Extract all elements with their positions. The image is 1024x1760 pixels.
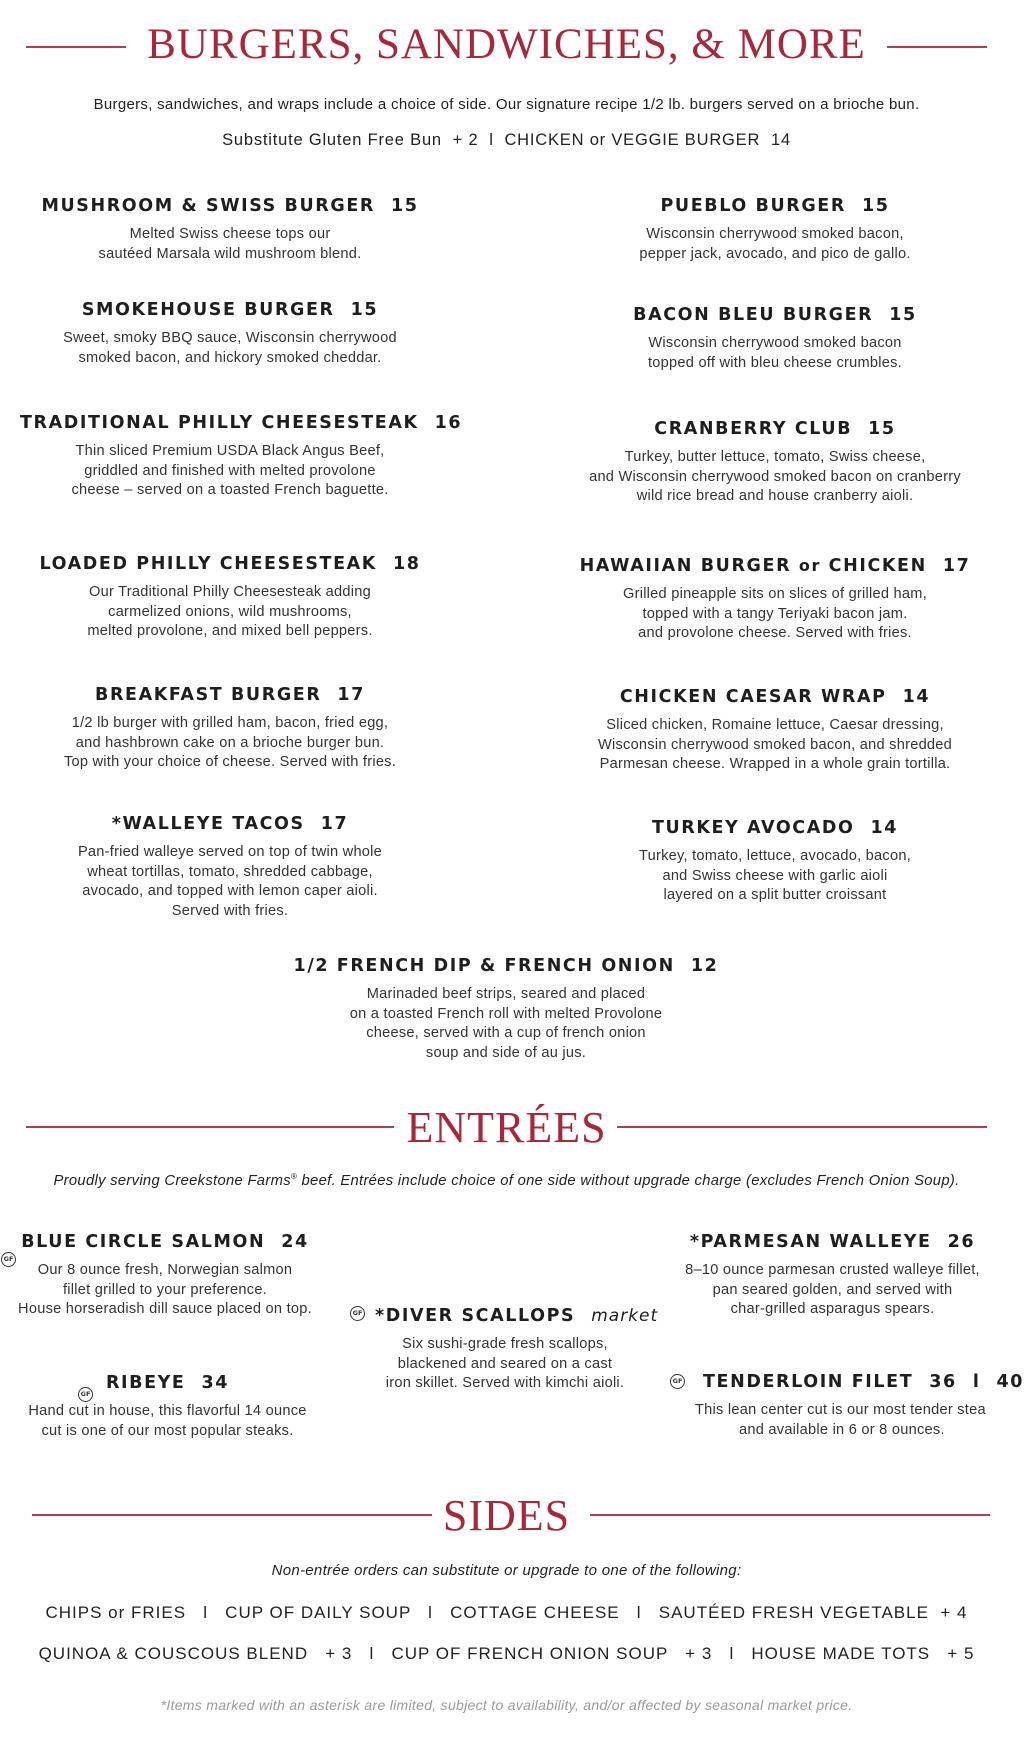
item-desc-line: Pan-fried walleye served on top of twin whole <box>77 844 383 860</box>
item-desc-line: on a toasted French roll with melted Provolone <box>349 1005 663 1022</box>
item-name: TRADITIONAL PHILLY CHEESESTEAK <box>20 413 419 433</box>
menu-item <box>355 1306 659 1394</box>
sides-intro: Non-entrée orders can substitute or upgrade to one of the following: <box>271 1562 742 1579</box>
menu-item <box>0 1373 335 1441</box>
registered-mark: ® <box>290 1172 298 1181</box>
item-price: 14 <box>870 818 899 838</box>
item-desc-line: Our Traditional Philly Cheesesteak adding <box>88 584 371 600</box>
item-name: CHICKEN CAESAR WRAP <box>619 687 887 707</box>
item-name: TENDERLOIN FILET <box>703 1372 914 1392</box>
item-name: HAWAIIAN BURGER <box>579 556 792 576</box>
item-price: 26 <box>947 1232 976 1252</box>
price-separator: l <box>972 1372 981 1392</box>
item-price: 15 <box>350 300 379 320</box>
item-desc-line: carmelized onions, wild mushrooms, <box>108 603 352 620</box>
item-name: PUEBLO BURGER <box>660 196 846 216</box>
item-desc-line: Six sushi-grade fresh scallops, <box>402 1336 608 1352</box>
item-desc-line: sautéed Marsala wild mushroom blend. <box>98 245 362 262</box>
item-desc-line: and hashbrown cake on a brioche burger bun. <box>75 734 385 751</box>
burgers-substitute-note: Substitute Gluten Free Bun + 2 l CHICKEN or VEGGIE BURGER 14 <box>222 131 791 149</box>
item-name: MUSHROOM & SWISS BURGER <box>41 196 375 216</box>
item-price: 17 <box>320 814 349 834</box>
gluten-free-icon: GF <box>670 1374 685 1389</box>
title-rule-right <box>617 1126 987 1128</box>
item-name: *PARMESAN WALLEYE <box>689 1232 932 1252</box>
entrees-intro-text: beef. Entrées include choice of one side without upgrade charge (excludes French Onion Soup). <box>297 1172 960 1189</box>
item-name: CHICKEN <box>828 556 927 576</box>
item-name: BLUE CIRCLE SALMON <box>21 1232 266 1252</box>
item-name: TURKEY AVOCADO <box>651 818 855 838</box>
item-desc-line: Our 8 ounce fresh, Norwegian salmon <box>37 1262 293 1278</box>
item-price: 17 <box>337 685 365 705</box>
item-desc-line: and provolone cheese. Served with fries. <box>638 625 912 641</box>
menu-item <box>20 554 440 642</box>
item-desc-line: This lean center cut is our most tender stea <box>695 1402 986 1418</box>
item-name: CRANBERRY CLUB <box>654 419 853 439</box>
item-desc-line: Sliced chicken, Romaine lettuce, Caesar dressing, <box>606 717 944 733</box>
item-desc-line: 1/2 lb burger with grilled ham, bacon, fried egg, <box>71 715 389 731</box>
burgers-title: BURGERS, SANDWICHES, & MORE <box>147 21 866 68</box>
item-price: 17 <box>942 556 971 576</box>
menu-item <box>545 818 1005 906</box>
menu-item <box>545 556 1005 644</box>
item-desc-line: soup and side of au jus. <box>425 1044 587 1061</box>
item-desc-line: pan seared golden, and served with <box>712 1281 953 1298</box>
item-price-alt: 40 <box>996 1372 1024 1392</box>
title-rule-right <box>590 1514 990 1516</box>
item-desc-line: Thin sliced Premium USDA Black Angus Beef, <box>75 443 385 459</box>
item-name: *DIVER SCALLOPS <box>375 1306 576 1326</box>
menu-item <box>545 196 1005 264</box>
item-desc-line: 8–10 ounce parmesan crusted walleye fillet, <box>685 1262 980 1278</box>
menu-item <box>545 305 1005 373</box>
item-name: RIBEYE <box>105 1373 186 1393</box>
menu-item <box>545 687 1005 775</box>
asterisk-footnote: *Items marked with an asterisk are limited, subject to availability, and/or affected by seasonal market price. <box>160 1697 853 1713</box>
menu-item <box>680 1372 1024 1440</box>
item-price: 14 <box>902 687 931 707</box>
item-price: 15 <box>390 196 419 216</box>
item-desc-line: topped off with bleu cheese crumbles. <box>648 354 902 371</box>
item-desc-line: and Wisconsin cherrywood smoked bacon on cranberry <box>589 468 961 485</box>
item-price: 15 <box>861 196 890 216</box>
item-desc-line: melted provolone, and mixed bell peppers. <box>87 623 373 639</box>
item-name: BREAKFAST BURGER <box>95 685 322 705</box>
entrees-title: ENTRÉES <box>406 1103 607 1152</box>
item-desc-line: wild rice bread and house cranberry aioli. <box>636 488 914 504</box>
item-name: BACON BLEU BURGER <box>633 305 874 325</box>
item-desc-line: Melted Swiss cheese tops our <box>129 226 331 242</box>
menu-item <box>256 956 756 1063</box>
item-price: 36 <box>929 1372 957 1392</box>
item-price: 16 <box>434 413 463 433</box>
item-desc-line: cut is one of our most popular steaks. <box>41 1422 294 1439</box>
item-desc-line: cheese – served on a toasted French baguette. <box>71 482 389 498</box>
item-desc-line: Hand cut in house, this flavorful 14 ounce <box>28 1403 307 1419</box>
gluten-free-icon: GF <box>350 1306 365 1321</box>
item-desc-line: topped with a tangy Teriyaki bacon jam. <box>642 605 908 622</box>
gluten-free-icon: GF <box>78 1387 93 1402</box>
item-price: 12 <box>690 956 719 976</box>
item-desc-line: griddled and finished with melted provolone <box>84 462 376 479</box>
menu-item <box>20 814 440 921</box>
item-desc-line: pepper jack, avocado, and pico de gallo. <box>639 245 911 262</box>
item-name: SMOKEHOUSE BURGER <box>81 300 335 320</box>
item-desc-line: Wisconsin cherrywood smoked bacon <box>648 335 902 351</box>
menu-item <box>650 1232 1015 1320</box>
item-desc-line: and available in 6 or 8 ounces. <box>739 1421 945 1438</box>
item-desc-line: wheat tortillas, tomato, shredded cabbage, <box>87 863 373 880</box>
item-price: 15 <box>889 305 917 325</box>
sides-title: SIDES <box>442 1491 571 1540</box>
item-desc-line: Turkey, butter lettuce, tomato, Swiss cheese, <box>624 449 926 465</box>
sides-row: QUINOA & COUSCOUS BLEND + 3 l CUP OF FRENCH ONION SOUP + 3 l HOUSE MADE TOTS + 5 <box>38 1644 975 1663</box>
item-name-or: or <box>798 556 821 575</box>
item-price: 34 <box>201 1373 230 1393</box>
item-desc-line: Grilled pineapple sits on slices of grilled ham, <box>622 586 928 602</box>
item-desc-line: Sweet, smoky BBQ sauce, Wisconsin cherrywood <box>63 330 397 346</box>
item-desc-line: fillet grilled to your preference. <box>63 1281 267 1298</box>
gluten-free-icon: GF <box>1 1252 16 1267</box>
menu-item <box>545 419 1005 507</box>
menu-item <box>20 300 440 368</box>
item-price: market <box>591 1306 659 1326</box>
title-rule-right <box>887 46 987 48</box>
menu-item <box>0 1232 330 1320</box>
item-price: 18 <box>392 554 421 574</box>
entrees-intro-text: Proudly serving Creekstone Farms <box>53 1172 291 1189</box>
item-desc-line: Wisconsin cherrywood smoked bacon, <box>646 226 904 242</box>
item-desc-line: smoked bacon, and hickory smoked cheddar. <box>78 349 382 366</box>
item-desc-line: cheese, served with a cup of french onion <box>366 1025 646 1041</box>
item-desc-line: blackened and seared on a cast <box>397 1355 613 1372</box>
item-price: 24 <box>281 1232 309 1252</box>
menu-item <box>20 196 440 264</box>
item-desc-line: Turkey, tomato, lettuce, avocado, bacon, <box>638 848 912 864</box>
menu-item <box>20 413 463 501</box>
entrees-intro <box>0 1172 1013 1189</box>
item-desc-line: Wisconsin cherrywood smoked bacon, and shredded <box>597 736 953 753</box>
item-desc-line: char-grilled asparagus spears. <box>730 1301 935 1317</box>
sides-row: CHIPS or FRIES l CUP OF DAILY SOUP l COTTAGE CHEESE l SAUTÉED FRESH VEGETABLE + 4 <box>45 1603 968 1622</box>
item-price: 15 <box>868 419 896 439</box>
burgers-intro: Burgers, sandwiches, and wraps include a choice of side. Our signature recipe 1/2 lb. burgers served on a brioche bun. <box>93 96 920 113</box>
item-desc-line: Marinaded beef strips, seared and placed <box>366 986 646 1002</box>
item-desc-line: layered on a split butter croissant <box>663 887 887 903</box>
item-name: LOADED PHILLY CHEESESTEAK <box>39 554 377 574</box>
item-name: *WALLEYE TACOS <box>111 814 305 834</box>
item-desc-line: Top with your choice of cheese. Served with fries. <box>63 754 397 770</box>
item-desc-line: House horseradish dill sauce placed on top. <box>18 1301 312 1317</box>
item-name: 1/2 FRENCH DIP & FRENCH ONION <box>293 956 675 976</box>
item-desc-line: Parmesan cheese. Wrapped in a whole grain tortilla. <box>599 756 951 772</box>
item-desc-line: iron skillet. Served with kimchi aioli. <box>385 1375 625 1391</box>
item-desc-line: avocado, and topped with lemon caper aioli. <box>82 883 378 899</box>
menu-item <box>20 685 440 773</box>
item-desc-line: Served with fries. <box>171 902 289 919</box>
item-desc-line: and Swiss cheese with garlic aioli <box>662 867 888 884</box>
